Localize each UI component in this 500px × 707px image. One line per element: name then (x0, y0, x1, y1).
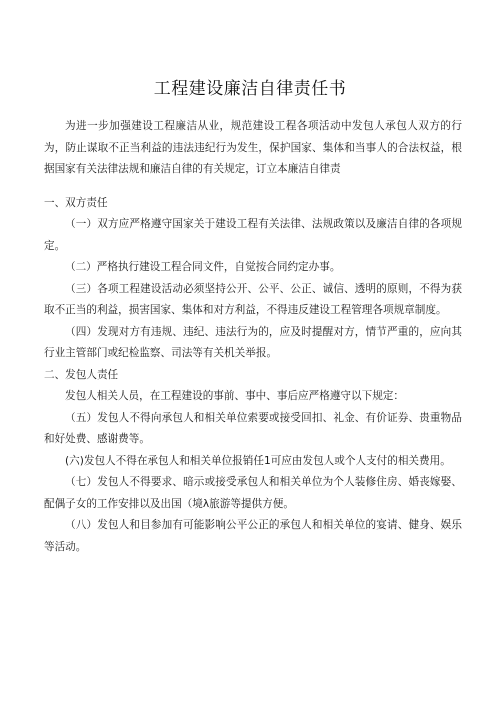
section-lead: 发包人相关人员，在工程建设的事前、事中、事后应严格遵守以下规定： (65, 390, 404, 402)
document-body (44, 116, 462, 558)
clause-paragraph: （七）发包人不得要求、暗示或接受承包人和相关单位为个人装修住房、婚丧嫁娶、配偶子女的工作安排以及出国（境λ旅游等提供方便。 (44, 476, 462, 510)
clause-paragraph: （二）严格执行建设工程合同文件，自觉按合同约定办事。 (65, 261, 341, 273)
document-title: 工程建设廉洁自律责任书 (153, 79, 347, 99)
clause-paragraph: （五）发包人不得向承包人和相关单位索要或接受回扣、礼金、有价证券、贵重物品和好处费、感谢费等。 (44, 411, 462, 445)
clause-paragraph: （四）发现对方有违规、违纪、违法行为的，应及时提醒对方，情节严重的，应向其行业主管部门或纪检监察、司法等有关机关举报。 (44, 325, 462, 359)
clause-paragraph: （八）发包人和目参加有可能影响公平公正的承包人和相关单位的宴请、健身、娱乐等活动。 (44, 519, 462, 553)
section-heading: 二、发包人责任 (44, 368, 119, 381)
intro-paragraph: 为进一步加强建设工程廉洁从业，规范建设工程各项活动中发包人承包人双方的行为，防止谋取不正当利益的违法违纪行为发生，保护国家、集体和当事人的合法权益，根据国家有关法律法规和廉洁自律的有关规定，订立本廉洁自律责 (44, 120, 462, 175)
section-heading: 一、双方责任 (44, 196, 108, 209)
clause-paragraph: （一）双方应严格遵守国家关于建设工程有关法律、法规政策以及廉洁自律的各项规定。 (44, 218, 462, 252)
clause-paragraph: （三）各项工程建设活动必须坚持公开、公平、公正、诚信、透明的原则，不得为获取不正当的利益，损害国家、集体和对方利益，不得违反建设工程管理各项规章制度。 (44, 282, 462, 316)
spacer (44, 181, 462, 193)
clause-paragraph: (六)发包人不得在承包人和相关单位报销任1可应由发包人或个人支付的相关费用。 (65, 454, 451, 467)
